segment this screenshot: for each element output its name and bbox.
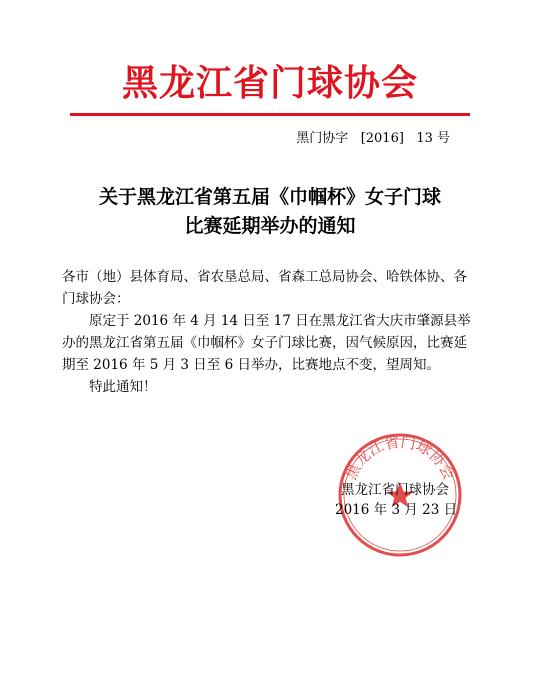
salutation-line-2: 门球协会： [62, 291, 130, 307]
notice-title [0, 183, 540, 241]
signature-date: 2016 年 3 月 23 日 [335, 502, 458, 518]
seal-ring-text: 黑龙江省门球协会 [341, 432, 459, 483]
body-paragraph-2: 特此通知！ [89, 379, 157, 395]
signature-block [335, 480, 458, 520]
org-letterhead-title: 黑龙江省门球协会 [121, 63, 418, 104]
notice-body [62, 266, 472, 398]
body-paragraph-1: 原定于 2016 年 4 月 14 日至 17 日在黑龙江省大庆市肇源县举办的黑龙江省第五届《巾帼杯》女子门球比赛，因气候原因，比赛延期至 2016 年 5 月 3 日至 6 日举办，比赛地点不变，望周知。 [62, 313, 471, 373]
notice-title-line-1: 关于黑龙江省第五届《巾帼杯》女子门球 [98, 186, 441, 208]
signature-org: 黑龙江省门球协会 [341, 482, 449, 498]
letterhead-red-rule [70, 113, 470, 116]
notice-title-line-2: 比赛延期举办的通知 [184, 215, 356, 237]
document-number: 黑门协字 [2016] 13 号 [296, 131, 450, 146]
salutation-line-1: 各市（地）县体育局、省农垦总局、省森工总局协会、哈铁体协、各 [62, 269, 467, 285]
